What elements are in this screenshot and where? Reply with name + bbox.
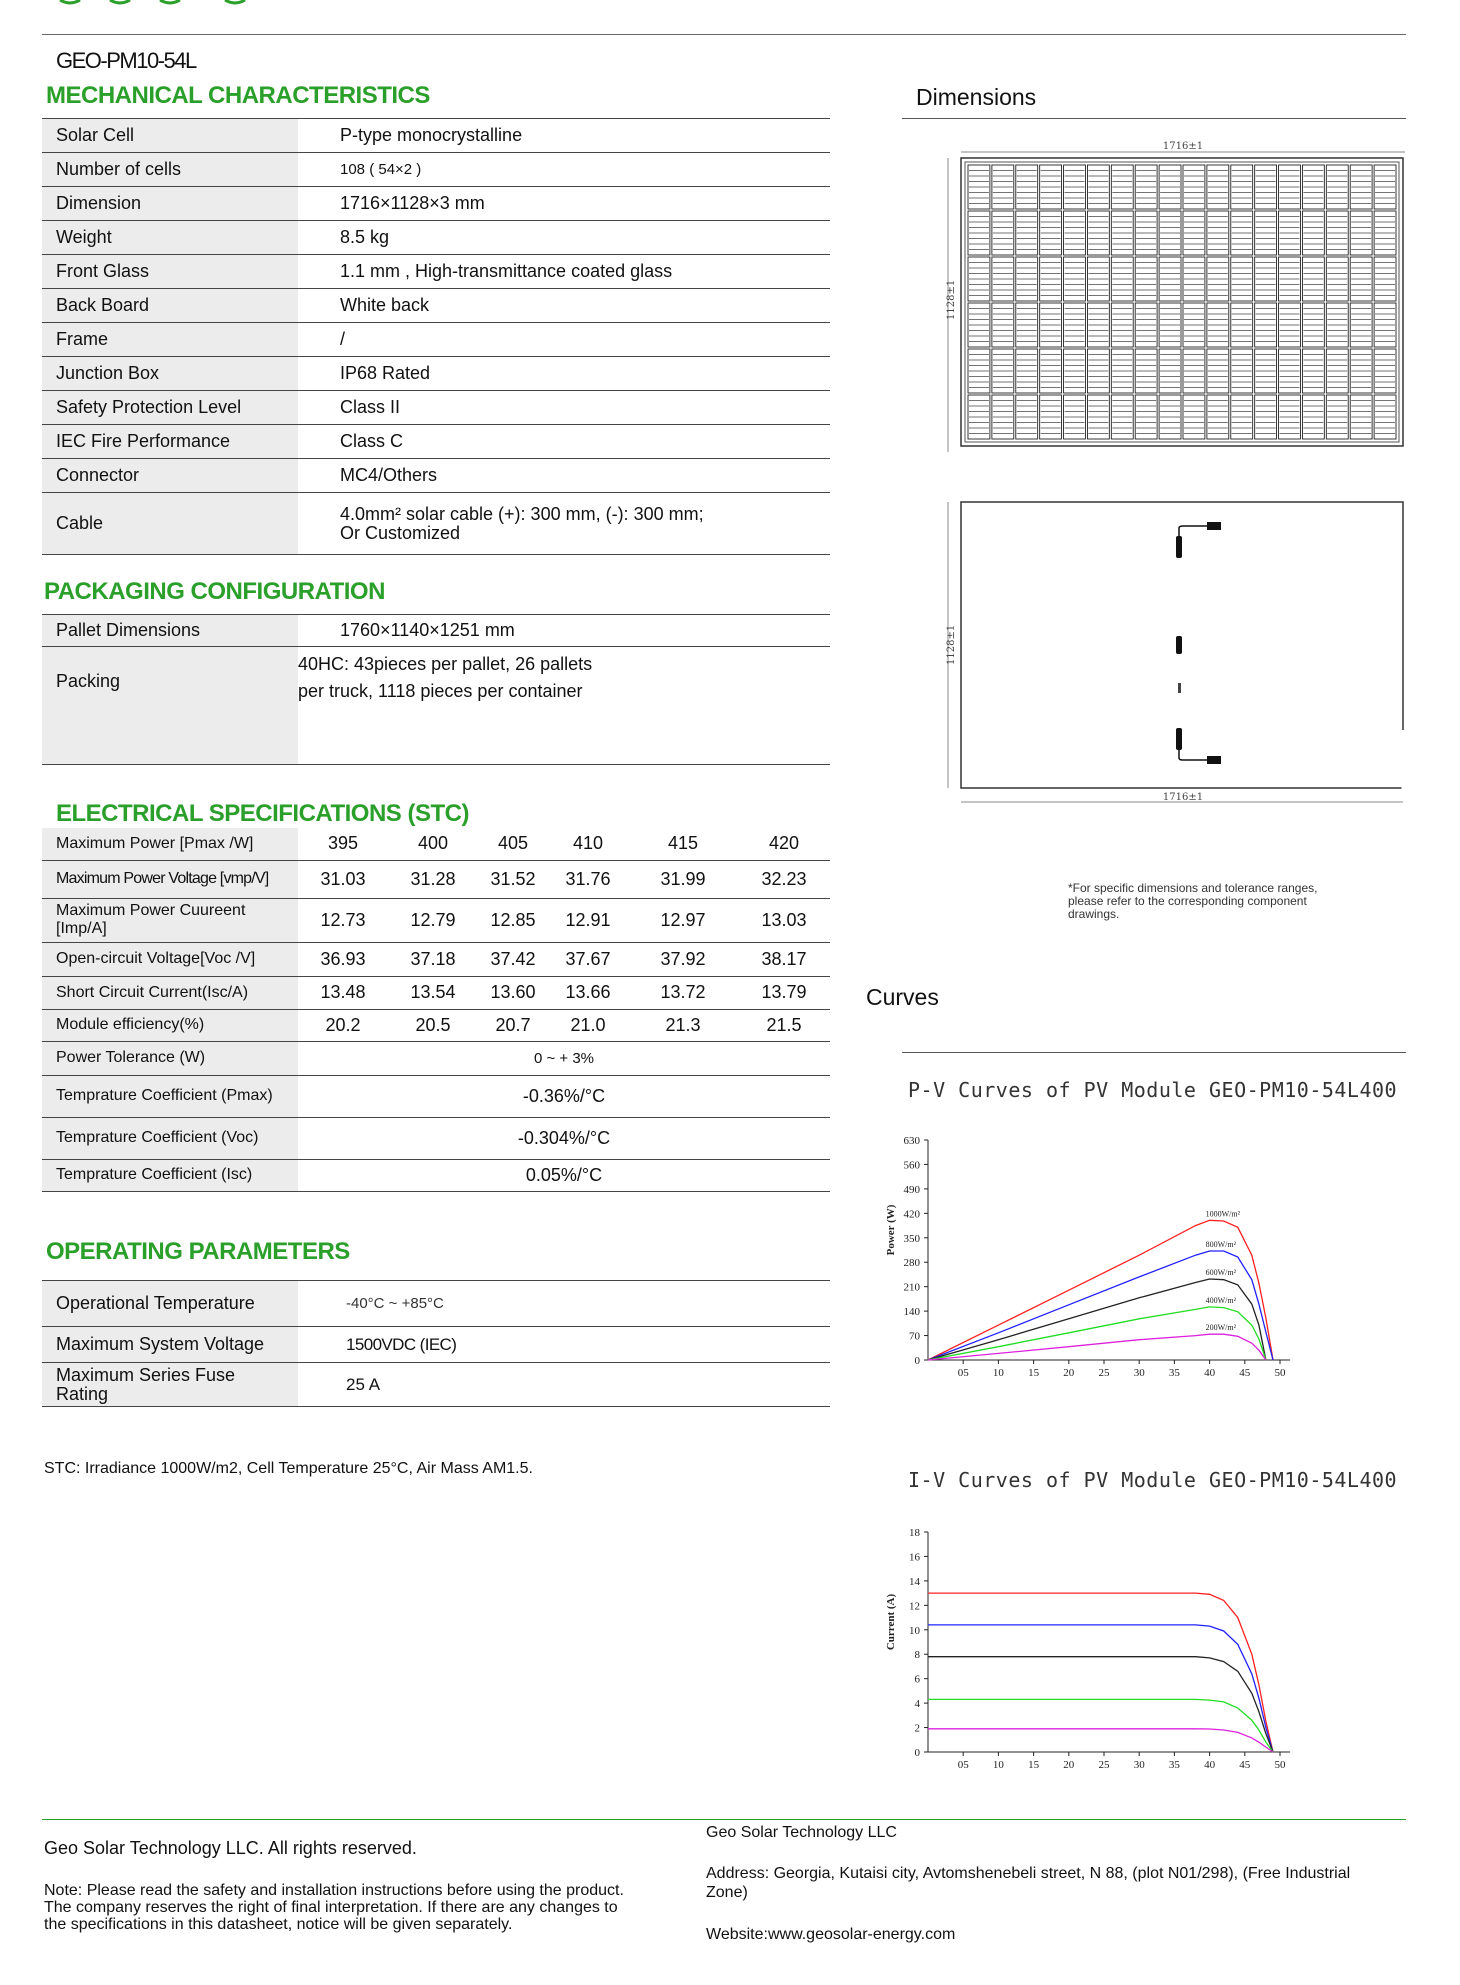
row-value: 108 ( 54×2 )	[340, 161, 422, 178]
y-tick-label: 210	[903, 1281, 920, 1294]
cell-value: 32.23	[761, 868, 807, 889]
x-tick-label: 40	[1204, 1759, 1216, 1771]
cell-value: 37.18	[410, 948, 456, 969]
cell-value: -0.304%/°C	[517, 1127, 611, 1148]
cell-grid	[968, 165, 1396, 439]
row-value: 1.1 mm , High-transmittance coated glass	[340, 261, 673, 281]
x-tick-label: 50	[1274, 1367, 1286, 1379]
y-tick-label: 420	[903, 1208, 920, 1221]
table-row	[42, 942, 830, 976]
row-value: -40°C ~ +85°C	[346, 1295, 444, 1312]
row-value: MC4/Others	[340, 465, 438, 485]
row-label: Cable	[42, 493, 298, 555]
row-label: Weight	[42, 221, 298, 255]
operating-table	[42, 1280, 830, 1407]
cell-value: 12.97	[660, 909, 706, 930]
x-tick-label: 45	[1239, 1367, 1251, 1379]
table-row	[42, 153, 830, 187]
cell-value: -0.36%/°C	[522, 1085, 606, 1106]
table-row	[42, 976, 830, 1009]
y-tick-label: 280	[903, 1257, 920, 1270]
y-tick-label: 560	[903, 1159, 920, 1172]
row-value: 8.5 kg	[340, 227, 390, 247]
mechanical-table	[42, 118, 830, 555]
series-line	[928, 1625, 1273, 1752]
footer-note-line: The company reserves the right of final interpretation. If there are any changes to	[44, 1899, 618, 1916]
x-tick-label: 25	[1098, 1367, 1110, 1379]
y-tick-label: 10	[909, 1624, 920, 1637]
dimensions-rule	[902, 118, 1406, 119]
iv-chart-title: I-V Curves of PV Module GEO-PM10-54L400	[908, 1468, 1398, 1492]
table-row	[42, 898, 830, 942]
row-label: Packing	[42, 647, 298, 765]
header-rule	[42, 34, 1406, 35]
x-tick-label: 35	[1168, 1759, 1180, 1771]
cell-value: 13.48	[320, 982, 366, 1002]
table-row	[42, 1117, 830, 1159]
y-axis-label: Power (W)	[885, 1204, 897, 1256]
x-tick-label: 35	[1168, 1367, 1180, 1379]
cell-value: 395	[327, 833, 359, 854]
table-row	[42, 828, 830, 860]
height-dim-label: 1128±1	[946, 624, 957, 665]
row-value: 25 A	[346, 1374, 381, 1394]
cell-value: 31.99	[660, 868, 706, 889]
row-value: 1760×1140×1251 mm	[340, 620, 515, 640]
cell-value: 37.67	[565, 948, 611, 969]
y-tick-label: 2	[914, 1722, 920, 1735]
cell-value: 420	[768, 833, 800, 854]
packaging-table	[42, 614, 830, 765]
y-tick-label: 18	[909, 1527, 920, 1539]
operating-title: OPERATING PARAMETERS	[46, 1238, 350, 1265]
y-tick-label: 140	[903, 1306, 920, 1319]
cell-value: 0 ~ + 3%	[533, 1049, 595, 1067]
y-tick-label: 6	[914, 1673, 920, 1686]
row-label: Module efficiency(%)	[42, 1009, 298, 1041]
cell-value: 12.85	[490, 909, 536, 930]
back-view-drawing	[945, 500, 1405, 810]
row-value: P-type monocrystalline	[340, 125, 523, 145]
footer-address-line: Address: Georgia, Kutaisi city, Avtomshenebeli street, N 88, (plot N01/298), (Free Industrial	[706, 1865, 1351, 1882]
y-tick-label: 350	[903, 1232, 920, 1245]
cell-value: 36.93	[320, 948, 366, 969]
row-value: IP68 Rated	[340, 363, 431, 383]
x-tick-label: 45	[1239, 1759, 1251, 1771]
series-line	[928, 1334, 1266, 1360]
cell-value: 20.7	[495, 1014, 531, 1035]
cell-value: 12.73	[320, 909, 366, 930]
cell-value: 21.3	[665, 1014, 701, 1035]
table-row	[42, 187, 830, 221]
row-value: Class II	[340, 397, 401, 417]
x-tick-label: 20	[1063, 1759, 1075, 1771]
x-tick-label: 50	[1274, 1759, 1286, 1771]
table-row	[42, 1075, 830, 1117]
packaging-title: PACKAGING CONFIGURATION	[44, 578, 385, 605]
x-tick-label: 30	[1133, 1367, 1145, 1379]
series-label: 400W/m²	[1205, 1295, 1237, 1305]
row-label: Short Circuit Current(Isc/A)	[42, 976, 298, 1009]
row-label: Maximum System Voltage	[42, 1327, 298, 1363]
y-tick-label: 8	[914, 1649, 920, 1662]
row-label: Connector	[42, 459, 298, 493]
row-value: White back	[340, 295, 430, 315]
row-label: Frame	[42, 323, 298, 357]
y-tick-label: 70	[909, 1330, 920, 1343]
model-name: GEO-PM10-54L	[56, 48, 196, 73]
table-row	[42, 459, 830, 493]
x-tick-label: 30	[1133, 1759, 1145, 1771]
x-tick-label: 05	[957, 1367, 969, 1379]
table-row	[42, 289, 830, 323]
curves-rule	[902, 1052, 1406, 1053]
cell-value: 13.66	[565, 982, 611, 1002]
row-value: /	[340, 329, 346, 349]
table-row	[42, 119, 830, 153]
row-label: Maximum Power [Pmax /W]	[42, 828, 298, 860]
table-row	[42, 615, 830, 647]
cell-value: 13.54	[410, 982, 456, 1002]
row-label: Number of cells	[42, 153, 298, 187]
table-row	[42, 425, 830, 459]
cell-value: 31.03	[320, 868, 366, 889]
y-tick-label: 16	[909, 1551, 920, 1564]
stc-note: STC: Irradiance 1000W/m2, Cell Temperature 25°C, Air Mass AM1.5.	[44, 1460, 533, 1477]
row-label: Operational Temperature	[42, 1281, 298, 1327]
row-label: Power Tolerance (W)	[42, 1041, 298, 1075]
row-label: Maximum Power Cuureent	[56, 902, 246, 919]
cell-value: 0.05%/°C	[525, 1164, 603, 1185]
pv-chart-title: P-V Curves of PV Module GEO-PM10-54L400	[908, 1078, 1398, 1102]
cell-value: 13.79	[761, 982, 807, 1002]
height-dim-label: 1128±1	[946, 279, 957, 320]
footer-rule	[42, 1819, 1406, 1820]
y-tick-label: 12	[909, 1600, 920, 1613]
table-row	[42, 1281, 830, 1327]
y-tick-label: 14	[909, 1575, 920, 1588]
electrical-title: ELECTRICAL SPECIFICATIONS (STC)	[56, 800, 469, 827]
series-label: 600W/m²	[1205, 1267, 1237, 1277]
table-row	[42, 255, 830, 289]
row-label: Open-circuit Voltage[Voc /V]	[42, 942, 298, 976]
cell-value: 38.17	[761, 948, 807, 969]
series-label: 1000W/m²	[1205, 1209, 1241, 1219]
table-row	[42, 1159, 830, 1191]
width-dim-label: 1716±1	[1162, 792, 1204, 803]
y-tick-label: 0	[914, 1747, 920, 1759]
row-label: Solar Cell	[42, 119, 298, 153]
cell-value: 400	[417, 833, 449, 854]
row-label-line2: [Imp/A]	[56, 920, 107, 937]
table-row	[42, 221, 830, 255]
row-label: Temprature Coefficient (Voc)	[42, 1117, 298, 1159]
table-row	[42, 860, 830, 898]
row-value: 40HC: 43pieces per pallet, 26 pallets	[298, 654, 593, 674]
series-line	[928, 1279, 1266, 1360]
row-value-line2: Or Customized	[340, 522, 461, 543]
footer-note-line: Note: Please read the safety and installation instructions before using the product.	[44, 1882, 624, 1899]
series-label: 800W/m²	[1205, 1240, 1237, 1250]
row-label: Pallet Dimensions	[42, 615, 298, 647]
cell-value: 31.52	[490, 868, 536, 889]
cell-value: 12.91	[565, 909, 611, 930]
row-value: 1716×1128×3 mm	[340, 193, 485, 213]
row-value: 4.0mm² solar cable (+): 300 mm, (-): 300 mm;	[340, 503, 704, 524]
y-axis-label: Current (A)	[885, 1593, 897, 1651]
cell-value: 13.03	[761, 909, 807, 930]
x-tick-label: 25	[1098, 1759, 1110, 1771]
row-label: Back Board	[42, 289, 298, 323]
mechanical-title: MECHANICAL CHARACTERISTICS	[46, 82, 430, 109]
row-label: Maximum Power Voltage [vmp/V]	[42, 860, 298, 898]
row-value-line2: per truck, 1118 pieces per container	[298, 681, 583, 701]
electrical-table	[42, 828, 830, 1192]
cell-value: 410	[572, 833, 604, 854]
table-row	[42, 357, 830, 391]
x-tick-label: 15	[1028, 1367, 1040, 1379]
cell-value: 13.60	[490, 982, 536, 1002]
row-value: 1500VDC (IEC)	[346, 1334, 457, 1354]
series-line	[928, 1729, 1273, 1752]
footer-address-line: Zone)	[706, 1884, 748, 1901]
iv-chart	[880, 1522, 1420, 1792]
row-label: Maximum Series Fuse	[56, 1364, 236, 1385]
cell-value: 21.0	[570, 1014, 606, 1035]
x-tick-label: 10	[992, 1367, 1004, 1379]
x-tick-label: 05	[957, 1759, 969, 1771]
row-label: Temprature Coefficient (Isc)	[42, 1159, 298, 1191]
row-label: Junction Box	[42, 357, 298, 391]
row-label: IEC Fire Performance	[42, 425, 298, 459]
table-row	[42, 1009, 830, 1041]
cell-value: 415	[667, 833, 699, 854]
cell-value: 37.92	[660, 948, 706, 969]
row-label: Safety Protection Level	[42, 391, 298, 425]
dimensions-title: Dimensions	[916, 84, 1037, 110]
y-tick-label: 490	[903, 1183, 920, 1196]
series-line	[928, 1657, 1273, 1752]
x-tick-label: 20	[1063, 1367, 1075, 1379]
cell-value: 405	[497, 833, 529, 854]
footer-note-line: the specifications in this datasheet, notice will be given separately.	[44, 1916, 513, 1933]
footer-website[interactable]: Website:www.geosolar-energy.com	[706, 1926, 956, 1943]
y-tick-label: 630	[903, 1135, 920, 1147]
cell-value: 21.5	[766, 1014, 802, 1035]
table-row	[42, 1327, 830, 1363]
logo-fragment	[40, 0, 260, 8]
cell-value: 20.5	[415, 1014, 451, 1035]
y-tick-label: 4	[914, 1698, 920, 1711]
row-label: Dimension	[42, 187, 298, 221]
row-label: Temprature Coefficient (Pmax)	[42, 1075, 298, 1117]
table-row	[42, 323, 830, 357]
row-label: Front Glass	[42, 255, 298, 289]
footer-rights: Geo Solar Technology LLC. All rights reserved.	[44, 1838, 417, 1858]
cell-value: 20.2	[325, 1014, 361, 1035]
table-row	[42, 647, 830, 765]
table-row	[42, 391, 830, 425]
table-row	[42, 1363, 830, 1407]
series-label: 200W/m²	[1205, 1323, 1237, 1333]
series-line	[928, 1699, 1273, 1752]
front-view-drawing	[945, 140, 1405, 452]
row-value: Class C	[340, 431, 404, 451]
dimensions-note-line: drawings.	[1068, 907, 1120, 921]
cell-value: 31.28	[410, 868, 456, 889]
x-tick-label: 10	[992, 1759, 1004, 1771]
pv-chart	[880, 1130, 1420, 1400]
footer-company: Geo Solar Technology LLC	[706, 1824, 897, 1841]
curves-title: Curves	[866, 984, 939, 1010]
row-label-line2: Rating	[56, 1383, 109, 1404]
dimensions-note-line: please refer to the corresponding component	[1068, 894, 1307, 908]
table-row	[42, 493, 830, 555]
table-row	[42, 1041, 830, 1075]
width-dim-label: 1716±1	[1162, 141, 1204, 152]
dimensions-note-line: *For specific dimensions and tolerance ranges,	[1068, 881, 1318, 895]
x-tick-label: 15	[1028, 1759, 1040, 1771]
cell-value: 12.79	[410, 909, 456, 930]
cell-value: 31.76	[565, 868, 611, 889]
cell-value: 37.42	[490, 948, 536, 969]
x-tick-label: 40	[1204, 1367, 1216, 1379]
cell-value: 13.72	[660, 982, 706, 1002]
series-line	[928, 1307, 1266, 1360]
y-tick-label: 0	[914, 1355, 920, 1367]
